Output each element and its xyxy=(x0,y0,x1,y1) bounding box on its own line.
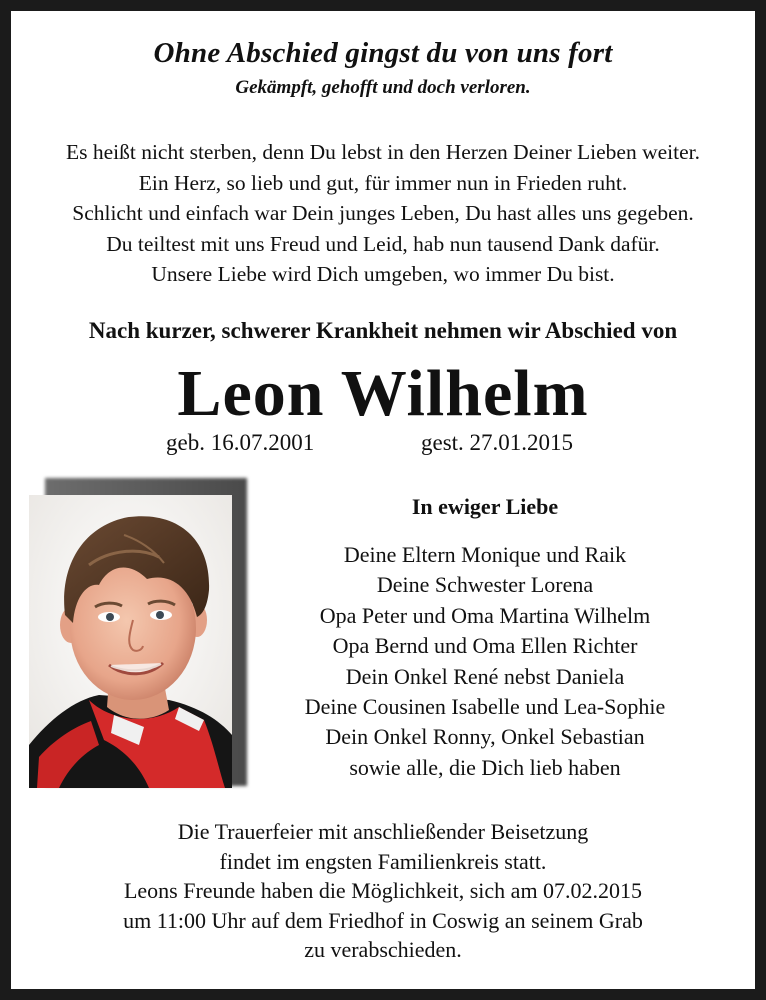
portrait-photo xyxy=(29,495,232,788)
poem-line: Ein Herz, so lieb und gut, für immer nun in Frieden ruht. xyxy=(138,170,628,195)
funeral-line: findet im engsten Familienkreis statt. xyxy=(219,848,547,874)
mourner-line: Dein Onkel Ronny, Onkel Sebastian xyxy=(325,724,645,750)
poem-line: Es heißt nicht sterben, denn Du lebst in den Herzen Deiner Lieben weiter. xyxy=(65,140,701,164)
poem xyxy=(11,137,755,290)
funeral-line: Die Trauerfeier mit anschließender Beisetzung xyxy=(177,819,589,844)
mourners-list xyxy=(250,540,720,783)
mourners-heading: In ewiger Liebe xyxy=(411,494,559,519)
funeral-notice xyxy=(11,817,755,965)
poem-line: Unsere Liebe wird Dich umgeben, wo immer Du bist. xyxy=(151,262,615,286)
poem-line: Du teiltest mit uns Freud und Leid, hab nun tausend Dank dafür. xyxy=(106,231,660,256)
death-date: gest. 27.01.2015 xyxy=(421,430,574,455)
mourner-line: Opa Peter und Oma Martina Wilhelm xyxy=(319,602,651,628)
mourner-line: Opa Bernd und Oma Ellen Richter xyxy=(332,633,638,659)
funeral-line: Leons Freunde haben die Möglichkeit, sich am 07.02.2015 xyxy=(123,878,643,903)
funeral-line: zu verabschieden. xyxy=(304,937,462,962)
poem-line: Schlicht und einfach war Dein junges Leben, Du hast alles uns gegeben. xyxy=(72,201,694,225)
mourner-line: Deine Schwester Lorena xyxy=(376,572,594,598)
mourner-line: Deine Eltern Monique und Raik xyxy=(343,542,627,567)
deceased-name: Leon Wilhelm xyxy=(177,357,589,430)
birth-date: geb. 16.07.2001 xyxy=(166,430,315,455)
announcement-intro: Nach kurzer, schwerer Krankheit nehmen wir Abschied von xyxy=(88,318,678,343)
headline: Ohne Abschied gingst du von uns fort xyxy=(153,37,613,69)
mourner-line: sowie alle, die Dich lieb haben xyxy=(349,754,621,780)
mourner-line: Deine Cousinen Isabelle und Lea-Sophie xyxy=(304,694,666,720)
funeral-line: um 11:00 Uhr auf dem Friedhof in Coswig an seinem Grab xyxy=(123,907,643,933)
mourner-line: Dein Onkel René nebst Daniela xyxy=(345,663,625,689)
subline: Gekämpft, gehofft und doch verloren. xyxy=(235,77,531,98)
